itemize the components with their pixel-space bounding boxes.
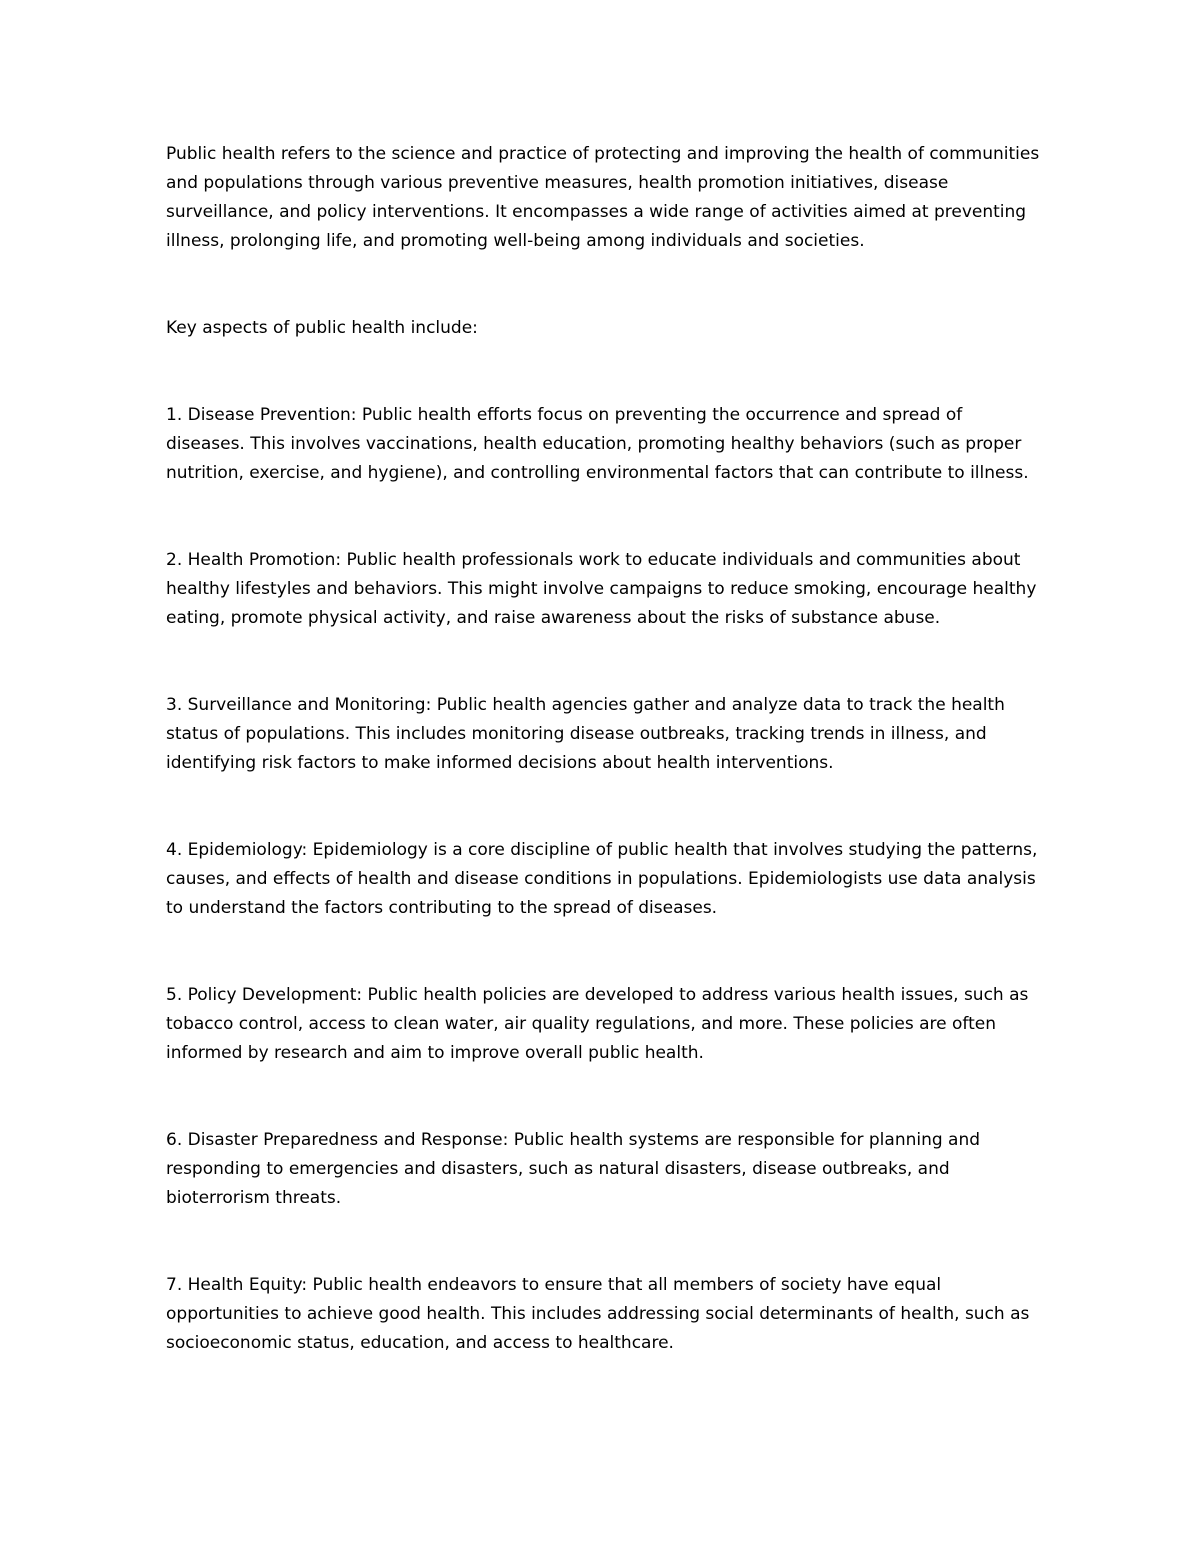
list-item: 6. Disaster Preparedness and Response: Public health systems are responsible for planning and responding to emergencies and disasters, such as natural disasters, disease outbreaks, and bioterrorism threats. [166,1130,981,1208]
key-aspects-heading: Key aspects of public health include: [166,318,478,338]
list-item: 7. Health Equity: Public health endeavors to ensure that all members of society have equal opportunities to achieve good health. This includes addressing social determinants of health, such as socioeconomic status, education, and access to healthcare. [166,1275,1030,1353]
list-item: 3. Surveillance and Monitoring: Public health agencies gather and analyze data to track the health status of populations. This includes monitoring disease outbreaks, tracking trends in illness, and identifying risk factors to make informed decisions about health interventions. [166,695,1005,773]
list-item: 5. Policy Development: Public health policies are developed to address various health issues, such as tobacco control, access to clean water, air quality regulations, and more. These policies are often informed by research and aim to improve overall public health. [166,985,1029,1063]
intro-paragraph: Public health refers to the science and practice of protecting and improving the health of communities and populations through various preventive measures, health promotion initiatives, disease surveillance, and policy interventions. It encompasses a wide range of activities aimed at preventing illness, prolonging life, and promoting well-being among individuals and societies. [166,144,1040,251]
list-item: 1. Disease Prevention: Public health efforts focus on preventing the occurrence and spread of diseases. This involves vaccinations, health education, promoting healthy behaviors (such as proper nutrition, exercise, and hygiene), and controlling environmental factors that can contribute to illness. [166,405,1029,483]
list-item: 4. Epidemiology: Epidemiology is a core discipline of public health that involves studying the patterns, causes, and effects of health and disease conditions in populations. Epidemiologists use data analysis to understand the factors contributing to the spread of diseases. [166,840,1038,918]
document-body [166,140,1046,1358]
list-item: 2. Health Promotion: Public health professionals work to educate individuals and communities about healthy lifestyles and behaviors. This might involve campaigns to reduce smoking, encourage healthy eating, promote physical activity, and raise awareness about the risks of substance abuse. [166,550,1037,628]
